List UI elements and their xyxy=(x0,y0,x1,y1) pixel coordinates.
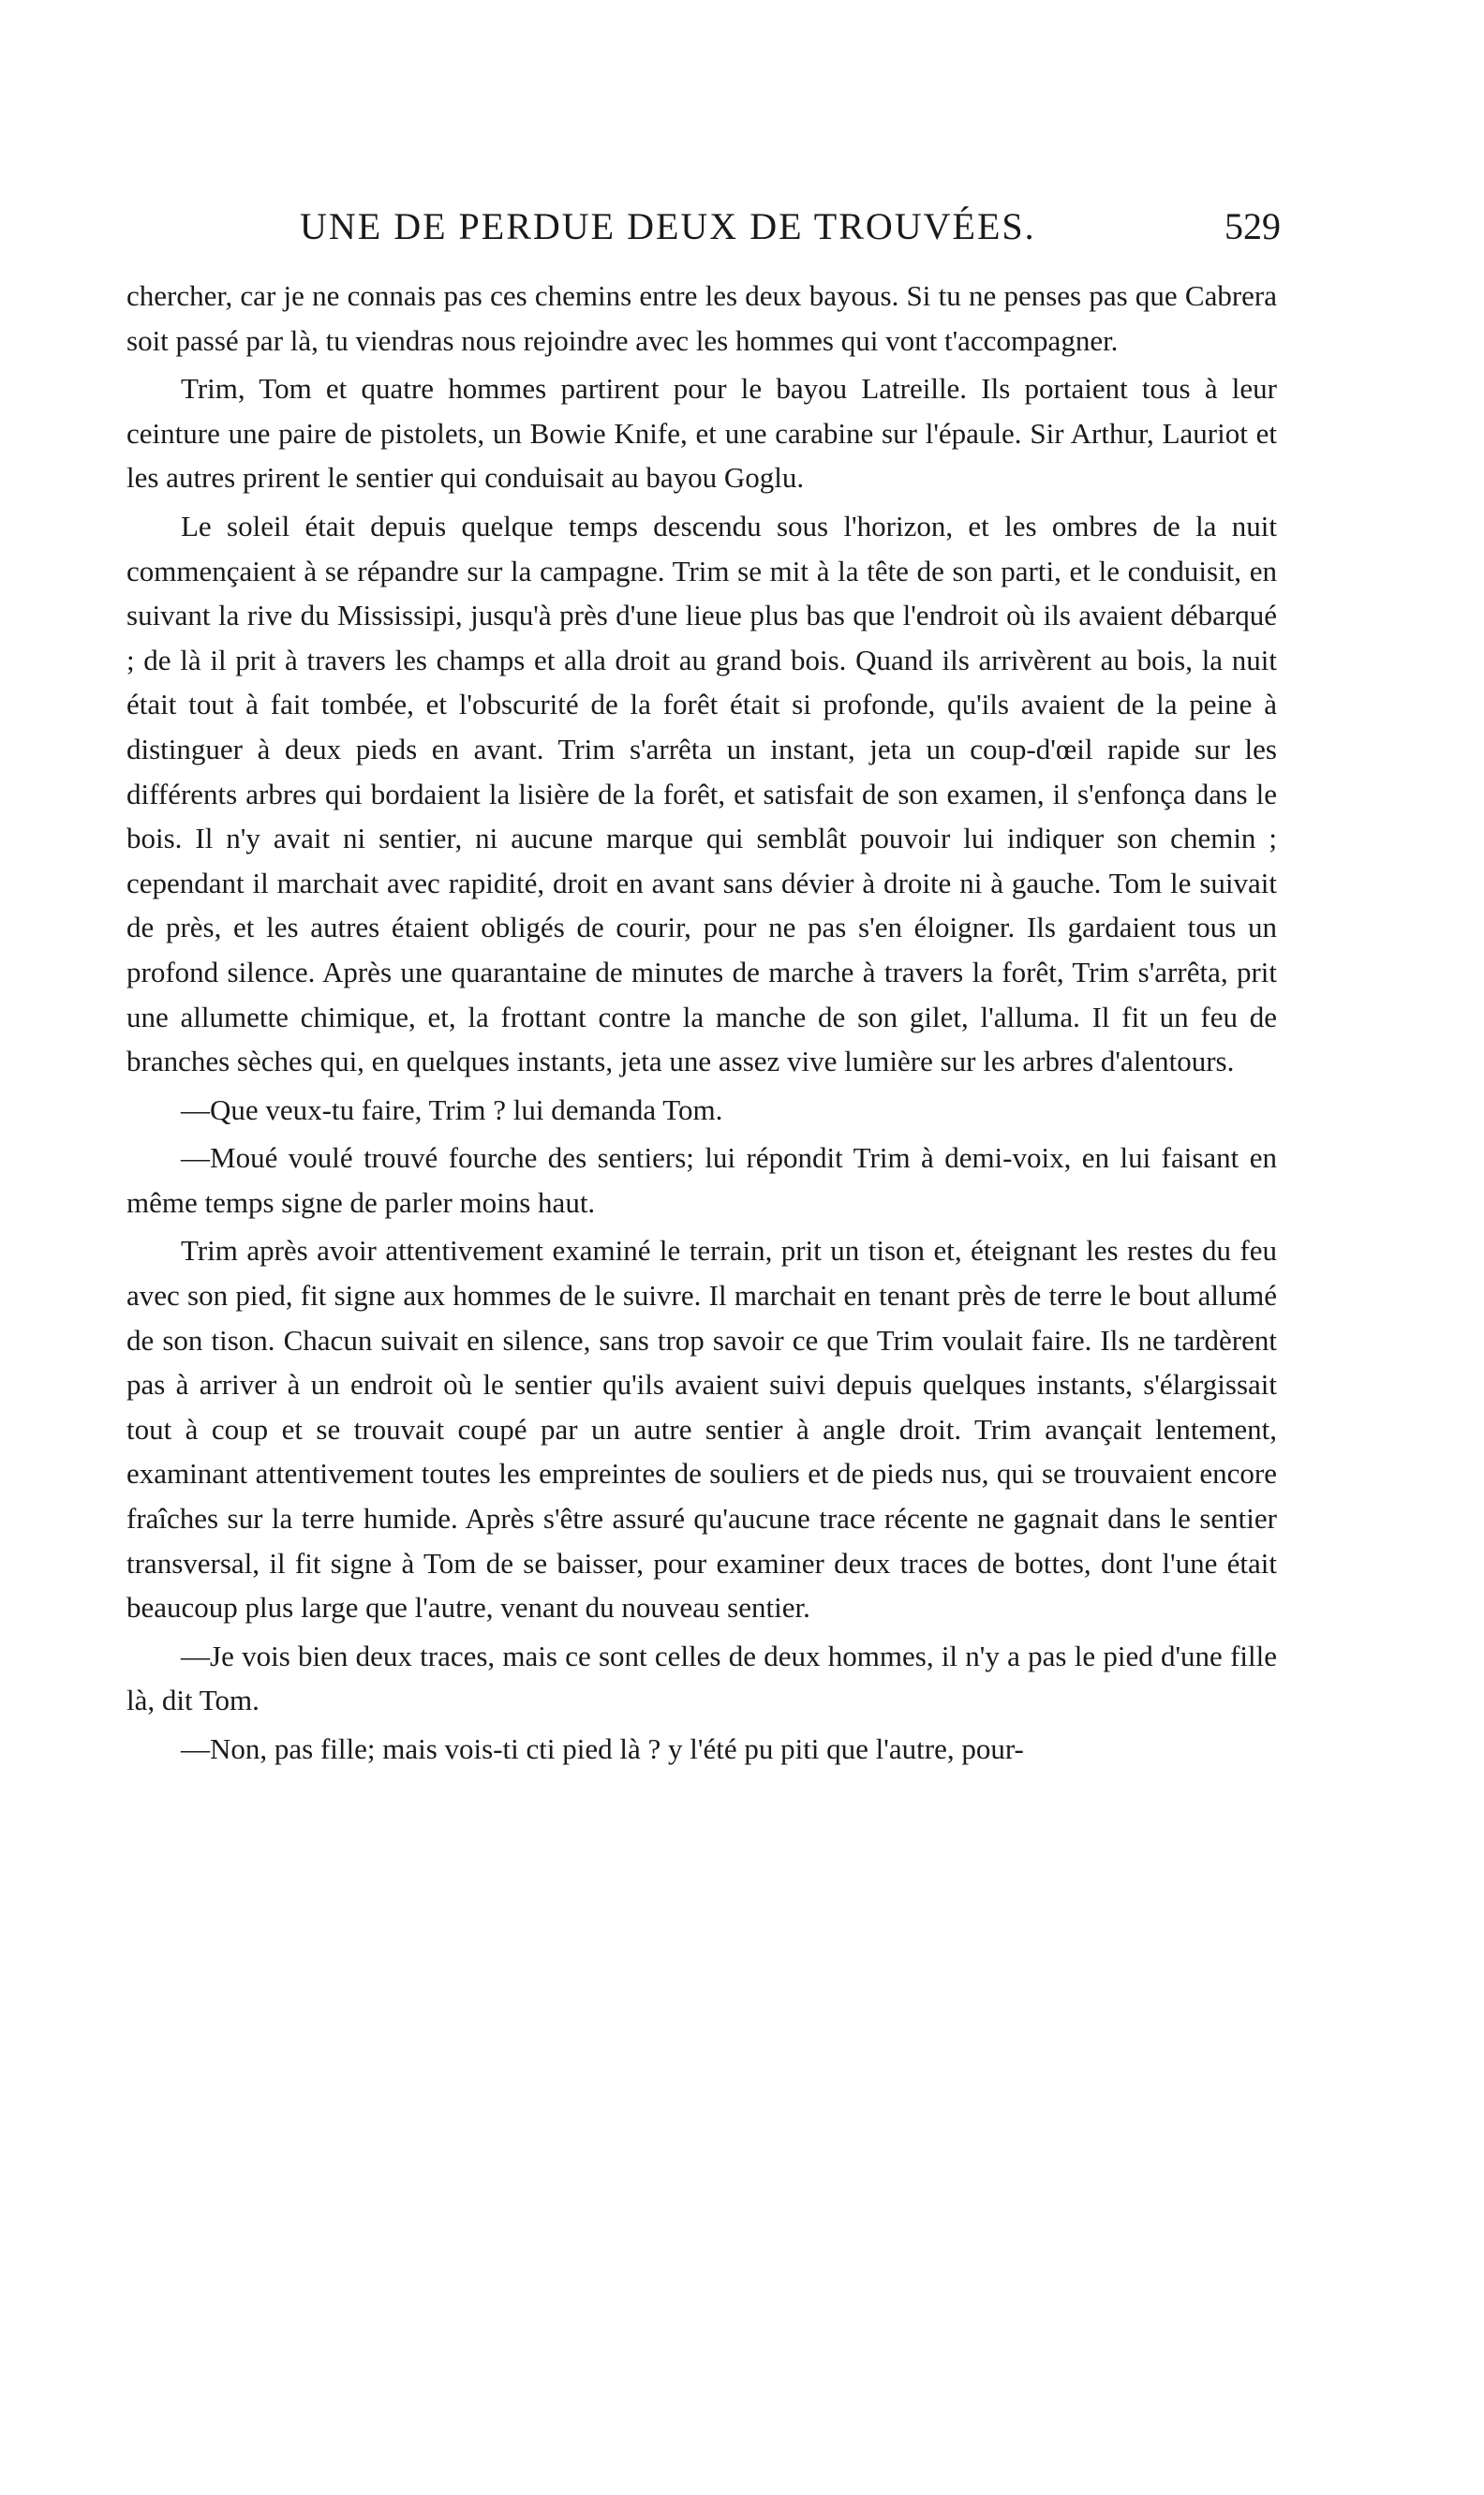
dialogue-line: —Que veux-tu faire, Trim ? lui demanda Tom. xyxy=(181,1092,723,1126)
paragraph: Le soleil était depuis quelque temps descendu sous l'horizon, et les ombres de la nuit commençaient à se répandre sur la campagne. Trim se mit à la tête de son parti, et le conduisit, en suivant la rive du Mississipi, jusqu'à près d'une lieue plus bas que l'endroit où ils avaient débarqué ; de là il prit à travers les champs et alla droit au grand bois. Quand ils arrivèrent au bois, la nuit était tout à fait tombée, et l'obscurité de la forêt était si profonde, qu'ils avaient de la peine à distinguer à deux pieds en avant. Trim s'arrêta un instant, jeta un coup-d'œil rapide sur les différents arbres qui bordaient la lisière de la forêt, et satisfait de son examen, il s'enfonça dans le bois. Il n'y avait ni sentier, ni aucune marque qui semblât pouvoir lui indiquer son chemin ; cependant il marchait avec rapidité, droit en avant sans dévier à droite ni à gauche. Tom le suivait de près, et les autres étaient obligés de courir, pour ne pas s'en éloigner. Ils gardaient tous un profond silence. Après une quarantaine de minutes de marche à travers la forêt, Trim s'arrêta, prit une allumette chimique, et, la frottant contre la manche de son gilet, l'alluma. Il fit un feu de branches sèches qui, en quelques instants, jeta une assez vive lumière sur les arbres d'alentours. xyxy=(126,509,1277,1078)
running-title: UNE DE PERDUE DEUX DE TROUVÉES. xyxy=(300,205,1036,247)
page-number: 529 xyxy=(1224,205,1281,247)
page-header xyxy=(126,204,1281,260)
dialogue-line: —Non, pas fille; mais vois-ti cti pied là ? y l'été pu piti que l'autre, pour- xyxy=(181,1732,1024,1765)
body-text xyxy=(126,274,1277,1775)
paragraph: Trim après avoir attentivement examiné le terrain, prit un tison et, éteignant les restes du feu avec son pied, fit signe aux hommes de le suivre. Il marchait en tenant près de terre le bout allumé de son tison. Chacun suivait en silence, sans trop savoir ce que Trim voulait faire. Ils ne tardèrent pas à arriver à un endroit où le sentier qu'ils avaient suivi depuis quelques instants, s'élargissait tout à coup et se trouvait coupé par un autre sentier à angle droit. Trim avançait lentement, examinant attentivement toutes les empreintes de souliers et de pieds nus, qui se trouvaient encore fraîches sur la terre humide. Après s'être assuré qu'aucune trace récente ne gagnait dans le sentier transversal, il fit signe à Tom de se baisser, pour examiner deux traces de bottes, dont l'une était beaucoup plus large que l'autre, venant du nouveau sentier. xyxy=(126,1234,1277,1625)
paragraph-continued: chercher, car je ne connais pas ces chemins entre les deux bayous. Si tu ne penses pas que Cabrera soit passé par là, tu viendras nous rejoindre avec les hommes qui vont t'accompagner. xyxy=(126,279,1277,357)
paragraph: Trim, Tom et quatre hommes partirent pour le bayou Latreille. Ils portaient tous à leur ceinture une paire de pistolets, un Bowie Knife, et une carabine sur l'épaule. Sir Arthur, Lauriot et les autres prirent le sentier qui conduisait au bayou Goglu. xyxy=(126,372,1277,495)
dialogue-line: —Moué voulé trouvé fourche des sentiers; lui répondit Trim à demi-voix, en lui faisant en même temps signe de parler moins haut. xyxy=(126,1141,1277,1219)
dialogue-line: —Je vois bien deux traces, mais ce sont celles de deux hommes, il n'y a pas le pied d'une fille là, dit Tom. xyxy=(126,1639,1277,1717)
